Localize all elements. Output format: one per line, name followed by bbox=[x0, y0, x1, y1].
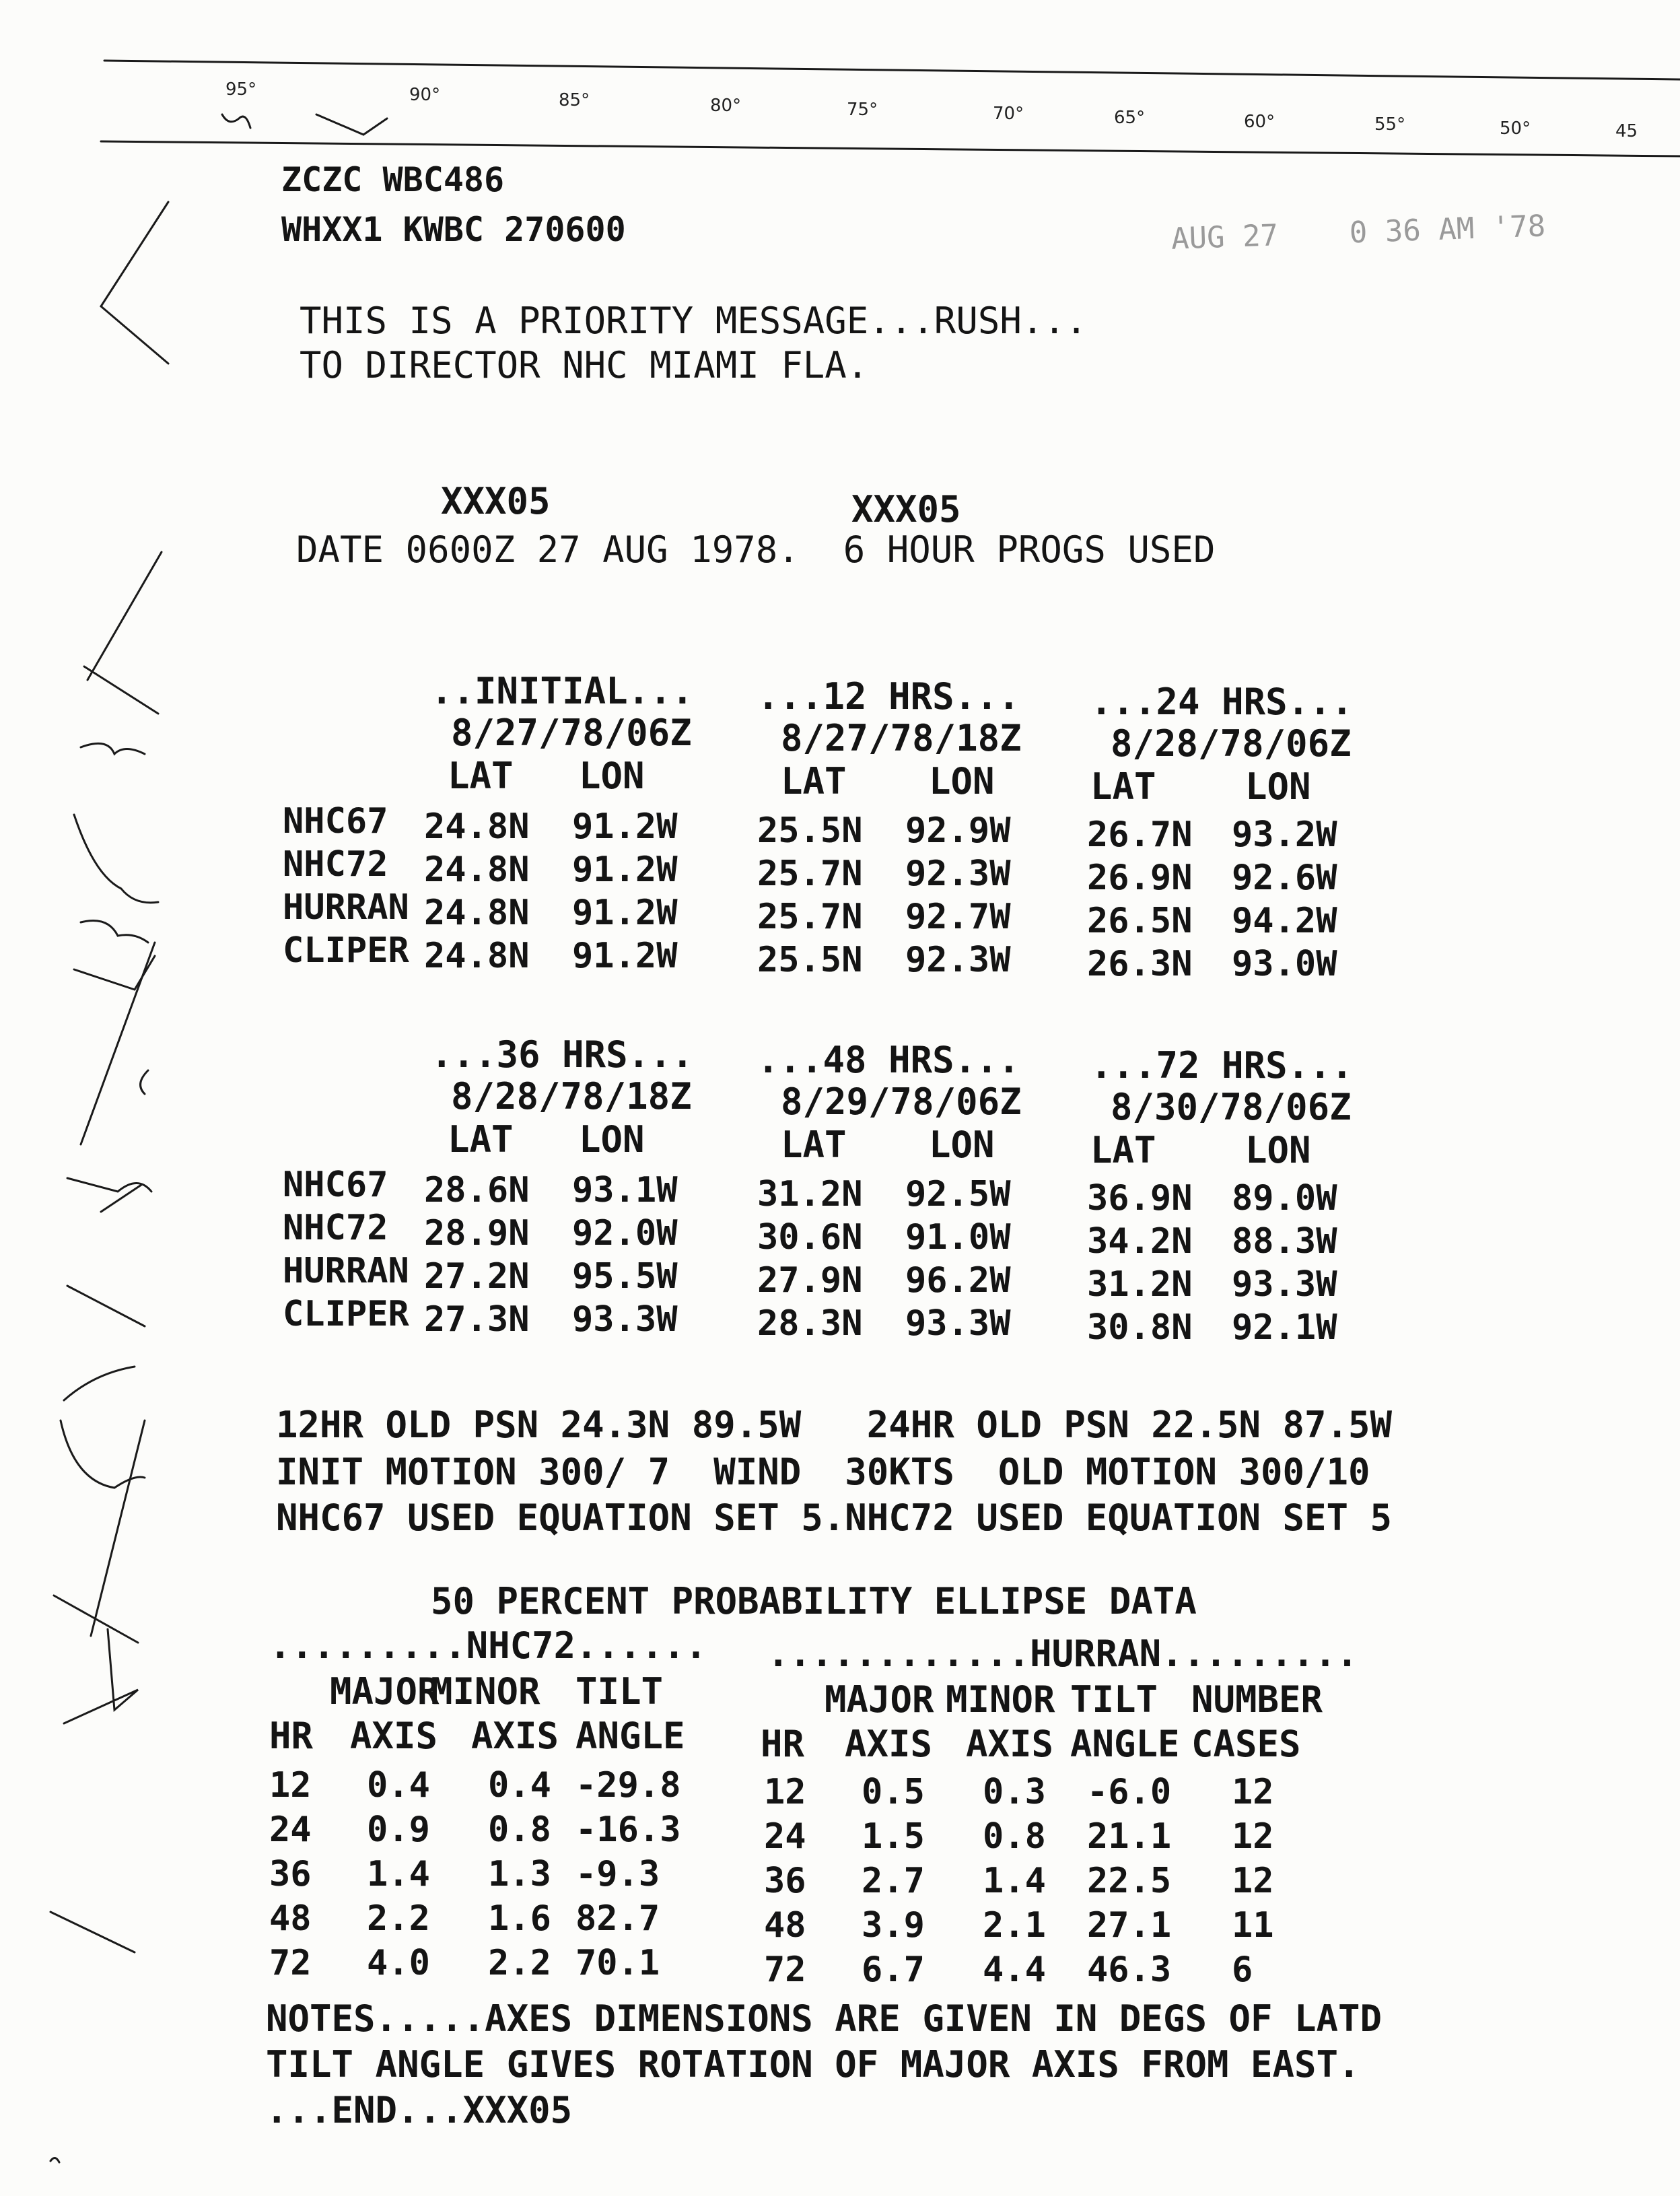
ellipse-cell: 48 bbox=[764, 1905, 806, 1946]
period-datetime: 8/28/78/06Z bbox=[1111, 722, 1352, 765]
forecast-value: 27.3N bbox=[424, 1299, 530, 1340]
forecast-value: 93.3W bbox=[572, 1299, 678, 1340]
forecast-value: 25.5N bbox=[757, 811, 863, 851]
date-line: DATE 0600Z 27 AUG 1978. 6 HOUR PROGS USED bbox=[296, 528, 1216, 571]
ellipse-cell: 0.5 bbox=[862, 1772, 925, 1812]
ellipse-title: 50 PERCENT PROBABILITY ELLIPSE DATA bbox=[431, 1580, 1197, 1622]
ellipse-cell: 0.4 bbox=[488, 1765, 551, 1806]
ellipse-header: AXIS bbox=[471, 1715, 559, 1757]
ellipse-cell: 12 bbox=[269, 1765, 312, 1806]
ellipse-header: ANGLE bbox=[575, 1715, 685, 1757]
forecast-value: 93.1W bbox=[572, 1170, 678, 1210]
forecast-value: 91.2W bbox=[572, 850, 678, 890]
ellipse-header: AXIS bbox=[966, 1723, 1054, 1765]
ellipse-header: ANGLE bbox=[1070, 1723, 1180, 1765]
period-label: ...24 HRS... bbox=[1090, 681, 1354, 723]
forecast-value: 91.0W bbox=[905, 1217, 1011, 1258]
forecast-value: 24.8N bbox=[424, 893, 530, 933]
forecast-value: 94.2W bbox=[1232, 901, 1337, 941]
forecast-value: 26.9N bbox=[1087, 858, 1193, 898]
motion-line: INIT MOTION 300/ 7 WIND 30KTS OLD MOTION 300/10 bbox=[276, 1451, 1370, 1493]
longitude-label: 70° bbox=[993, 104, 1024, 124]
ellipse-cell: 12 bbox=[1232, 1816, 1274, 1857]
longitude-label: 50° bbox=[1500, 118, 1531, 139]
ellipse-header: AXIS bbox=[350, 1715, 438, 1757]
forecast-value: 28.3N bbox=[757, 1303, 863, 1344]
ellipse-header: MAJOR bbox=[825, 1678, 934, 1721]
ellipse-cell: 0.8 bbox=[488, 1810, 551, 1850]
period-label: ..INITIAL... bbox=[431, 670, 694, 712]
ellipse-cell: 72 bbox=[764, 1950, 806, 1990]
forecast-value: 25.5N bbox=[757, 940, 863, 980]
ellipse-cell: 1.4 bbox=[367, 1854, 430, 1894]
ellipse-header: AXIS bbox=[845, 1723, 933, 1765]
lon-header: LON bbox=[1245, 765, 1311, 808]
forecast-value: 24.8N bbox=[424, 807, 530, 847]
longitude-label: 85° bbox=[559, 90, 590, 110]
forecast-value: 88.3W bbox=[1232, 1221, 1337, 1262]
forecast-value: 30.6N bbox=[757, 1217, 863, 1258]
storm-id-left: XXX05 bbox=[441, 480, 551, 522]
ellipse-header: HR bbox=[269, 1715, 314, 1757]
ellipse-right-group: ............HURRAN......... bbox=[767, 1633, 1358, 1675]
ellipse-header: TILT bbox=[575, 1670, 664, 1713]
forecast-value: 92.5W bbox=[905, 1174, 1011, 1214]
ellipse-cell: 72 bbox=[269, 1943, 312, 1983]
forecast-value: 93.0W bbox=[1232, 944, 1337, 984]
lat-header: LAT bbox=[448, 755, 514, 797]
forecast-value: 91.2W bbox=[572, 807, 678, 847]
ellipse-cell: -6.0 bbox=[1087, 1772, 1172, 1812]
longitude-label: 45 bbox=[1615, 121, 1638, 141]
ellipse-cell: 11 bbox=[1232, 1905, 1274, 1946]
forecast-value: 25.7N bbox=[757, 854, 863, 894]
forecast-value: 93.2W bbox=[1232, 815, 1337, 855]
message-id-line: ZCZC WBC486 bbox=[281, 160, 505, 199]
ellipse-cell: 4.4 bbox=[983, 1950, 1046, 1990]
lat-header: LAT bbox=[1090, 1129, 1156, 1171]
ellipse-cell: 1.6 bbox=[488, 1898, 551, 1939]
ellipse-cell: 2.7 bbox=[862, 1861, 925, 1901]
forecast-value: 92.6W bbox=[1232, 858, 1337, 898]
model-name: HURRAN bbox=[283, 887, 409, 928]
model-name: CLIPER bbox=[283, 930, 409, 971]
ellipse-cell: 2.2 bbox=[367, 1898, 430, 1939]
ellipse-header: MINOR bbox=[946, 1678, 1055, 1721]
ellipse-header: NUMBER bbox=[1191, 1678, 1323, 1721]
ellipse-left-group: .........NHC72...... bbox=[269, 1624, 707, 1667]
forecast-value: 24.8N bbox=[424, 936, 530, 976]
ellipse-cell: 0.9 bbox=[367, 1810, 430, 1850]
ellipse-cell: 22.5 bbox=[1087, 1861, 1172, 1901]
ellipse-cell: 70.1 bbox=[575, 1943, 660, 1983]
longitude-label: 75° bbox=[847, 100, 878, 120]
ellipse-cell: 36 bbox=[269, 1854, 312, 1894]
longitude-label: 95° bbox=[225, 79, 257, 100]
ellipse-cell: 0.4 bbox=[367, 1765, 430, 1806]
period-datetime: 8/29/78/06Z bbox=[781, 1080, 1022, 1123]
notes-line: TILT ANGLE GIVES ROTATION OF MAJOR AXIS FROM EAST. bbox=[266, 2043, 1360, 2086]
forecast-value: 34.2N bbox=[1087, 1221, 1193, 1262]
ellipse-cell: 12 bbox=[1232, 1772, 1274, 1812]
end-line: ...END...XXX05 bbox=[266, 2089, 573, 2131]
forecast-value: 93.3W bbox=[905, 1303, 1011, 1344]
period-label: ...72 HRS... bbox=[1090, 1044, 1354, 1087]
lon-header: LON bbox=[929, 1124, 995, 1166]
lon-header: LON bbox=[1245, 1129, 1311, 1171]
forecast-value: 91.2W bbox=[572, 893, 678, 933]
forecast-value: 89.0W bbox=[1232, 1178, 1337, 1219]
forecast-value: 36.9N bbox=[1087, 1178, 1193, 1219]
period-datetime: 8/27/78/18Z bbox=[781, 717, 1022, 759]
ellipse-cell: -16.3 bbox=[575, 1810, 681, 1850]
model-name: NHC67 bbox=[283, 801, 388, 842]
period-label: ...36 HRS... bbox=[431, 1033, 694, 1076]
forecast-value: 25.7N bbox=[757, 897, 863, 937]
ellipse-cell: 82.7 bbox=[575, 1898, 660, 1939]
notes-line: NOTES.....AXES DIMENSIONS ARE GIVEN IN DEGS OF LATD bbox=[266, 1997, 1382, 2040]
ellipse-cell: 0.8 bbox=[983, 1816, 1046, 1857]
forecast-value: 93.3W bbox=[1232, 1264, 1337, 1305]
received-stamp: AUG 27 0 36 AM '78 bbox=[1170, 209, 1547, 256]
forecast-value: 96.2W bbox=[905, 1260, 1011, 1301]
equation-line: NHC67 USED EQUATION SET 5.NHC72 USED EQUATION SET 5 bbox=[276, 1497, 1393, 1539]
forecast-value: 24.8N bbox=[424, 850, 530, 890]
ellipse-cell: 24 bbox=[764, 1816, 806, 1857]
model-name: NHC67 bbox=[283, 1165, 388, 1205]
ellipse-header: MINOR bbox=[431, 1670, 540, 1713]
forecast-value: 92.3W bbox=[905, 854, 1011, 894]
lat-header: LAT bbox=[1090, 765, 1156, 808]
forecast-value: 92.9W bbox=[905, 811, 1011, 851]
model-name: CLIPER bbox=[283, 1294, 409, 1334]
longitude-label: 55° bbox=[1374, 114, 1406, 135]
ellipse-cell: 1.5 bbox=[862, 1816, 925, 1857]
period-datetime: 8/27/78/06Z bbox=[451, 712, 692, 754]
forecast-value: 31.2N bbox=[1087, 1264, 1193, 1305]
lat-header: LAT bbox=[781, 1124, 847, 1166]
ellipse-cell: 1.4 bbox=[983, 1861, 1046, 1901]
ellipse-cell: 24 bbox=[269, 1810, 312, 1850]
longitude-label: 65° bbox=[1114, 108, 1146, 128]
model-name: NHC72 bbox=[283, 1208, 388, 1248]
ellipse-header: TILT bbox=[1070, 1678, 1158, 1721]
ellipse-cell: 2.2 bbox=[488, 1943, 551, 1983]
ellipse-cell: 6.7 bbox=[862, 1950, 925, 1990]
forecast-value: 92.0W bbox=[572, 1213, 678, 1254]
ellipse-cell: 2.1 bbox=[983, 1905, 1046, 1946]
routing-line: WHXX1 KWBC 270600 bbox=[281, 210, 626, 249]
period-datetime: 8/28/78/18Z bbox=[451, 1075, 692, 1118]
lat-header: LAT bbox=[448, 1118, 514, 1161]
storm-id-right: XXX05 bbox=[851, 488, 961, 530]
forecast-value: 30.8N bbox=[1087, 1307, 1193, 1348]
forecast-value: 27.2N bbox=[424, 1256, 530, 1297]
model-name: NHC72 bbox=[283, 844, 388, 885]
forecast-value: 28.9N bbox=[424, 1213, 530, 1254]
forecast-value: 26.3N bbox=[1087, 944, 1193, 984]
period-datetime: 8/30/78/06Z bbox=[1111, 1086, 1352, 1128]
ellipse-cell: 27.1 bbox=[1087, 1905, 1172, 1946]
ellipse-cell: 46.3 bbox=[1087, 1950, 1172, 1990]
model-name: HURRAN bbox=[283, 1251, 409, 1291]
ellipse-cell: 12 bbox=[764, 1772, 806, 1812]
ellipse-cell: 36 bbox=[764, 1861, 806, 1901]
old-position-line: 12HR OLD PSN 24.3N 89.5W 24HR OLD PSN 22.5N 87.5W bbox=[276, 1404, 1393, 1446]
ellipse-header: CASES bbox=[1191, 1723, 1301, 1765]
forecast-value: 92.1W bbox=[1232, 1307, 1337, 1348]
ellipse-cell: 12 bbox=[1232, 1861, 1274, 1901]
longitude-label: 80° bbox=[710, 96, 742, 116]
ellipse-cell: 4.0 bbox=[367, 1943, 430, 1983]
forecast-value: 27.9N bbox=[757, 1260, 863, 1301]
ellipse-cell: 48 bbox=[269, 1898, 312, 1939]
lat-header: LAT bbox=[781, 760, 847, 802]
forecast-value: 95.5W bbox=[572, 1256, 678, 1297]
ellipse-cell: 21.1 bbox=[1087, 1816, 1172, 1857]
forecast-value: 26.7N bbox=[1087, 815, 1193, 855]
ellipse-cell: 1.3 bbox=[488, 1854, 551, 1894]
lon-header: LON bbox=[579, 755, 645, 797]
forecast-value: 91.2W bbox=[572, 936, 678, 976]
ellipse-cell: -9.3 bbox=[575, 1854, 660, 1894]
ellipse-header: MAJOR bbox=[330, 1670, 440, 1713]
lon-header: LON bbox=[929, 760, 995, 802]
forecast-value: 31.2N bbox=[757, 1174, 863, 1214]
longitude-label: 60° bbox=[1244, 112, 1275, 132]
recipient-line: TO DIRECTOR NHC MIAMI FLA. bbox=[300, 344, 869, 386]
priority-line: THIS IS A PRIORITY MESSAGE...RUSH... bbox=[300, 300, 1088, 342]
ellipse-cell: 6 bbox=[1232, 1950, 1253, 1990]
lon-header: LON bbox=[579, 1118, 645, 1161]
ellipse-cell: 0.3 bbox=[983, 1772, 1046, 1812]
forecast-value: 28.6N bbox=[424, 1170, 530, 1210]
period-label: ...12 HRS... bbox=[757, 675, 1020, 718]
ellipse-cell: 3.9 bbox=[862, 1905, 925, 1946]
forecast-value: 92.7W bbox=[905, 897, 1011, 937]
longitude-label: 90° bbox=[409, 85, 441, 105]
forecast-value: 26.5N bbox=[1087, 901, 1193, 941]
period-label: ...48 HRS... bbox=[757, 1039, 1020, 1081]
ellipse-cell: -29.8 bbox=[575, 1765, 681, 1806]
ellipse-header: HR bbox=[761, 1723, 805, 1765]
forecast-value: 92.3W bbox=[905, 940, 1011, 980]
